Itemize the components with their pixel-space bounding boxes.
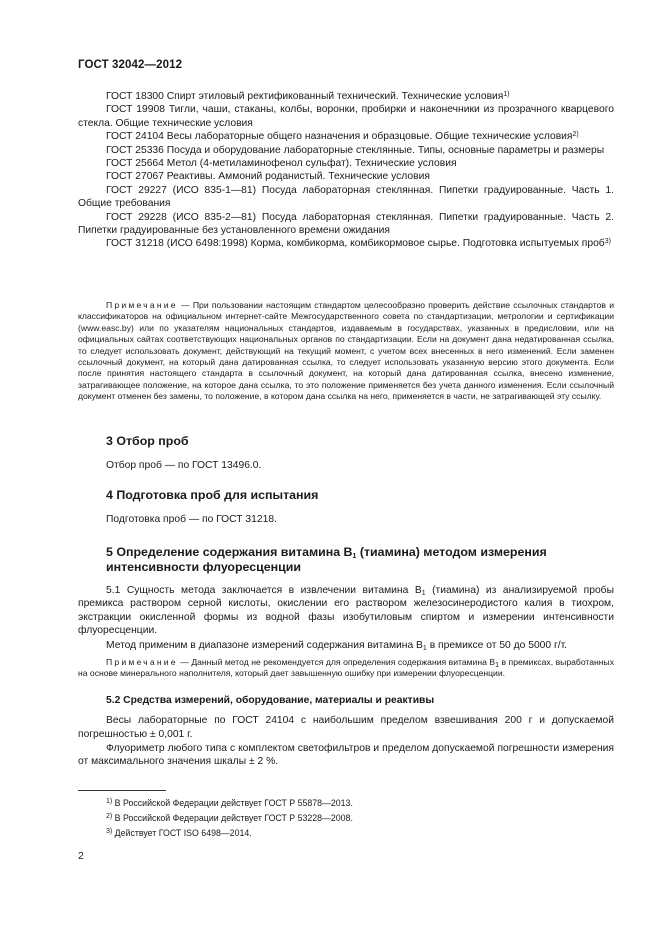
section-5-2-scales: Весы лабораторные по ГОСТ 24104 с наибольшим пределом взвешивания 200 г и допускаемой погрешностью ± 0,001 г. bbox=[78, 715, 614, 740]
section-4-title: 4 Подготовка проб для испытания bbox=[106, 488, 319, 502]
note-paragraph: Примечание — При пользовании настоящим стандартом целесообразно проверить действие ссылочных стандартов и классификаторов на официальном интернет-сайте Межгосударственного совета по стандартизации, метрологии и сертификации (www.easc.by) или по указателям национальных стандартов, издаваемым в государствах, указанных в предисловии, или на официальных сайтах соответствующих национальных органов по стандартизации. Если на документ дана недатированная ссылка, то следует использовать документ, действующий на текущий момент, с учетом всех внесенных в него изменений. Если заменен ссылочный документ, на который дана датированная ссылка, то следует использовать указанную версию этого документа. Если после принятия настоящего стандарта в ссылочный документ, на который дана датированная ссылка, внесено изменение, затрагивающее положение, на которое дана ссылка, то это положение применяется без учета данного изменения. Если ссылочный документ отменен без замены, то положение, в котором дана ссылка на него, применяется в части, не затрагивающей эту ссылку. bbox=[78, 300, 614, 402]
ref-item: ГОСТ 29228 (ИСО 835-2—81) Посуда лабораторная стеклянная. Пипетки градуированные. Часть 2. Пипетки градуированные без установленного времени ожидания bbox=[78, 211, 614, 237]
section-4-text: Подготовка проб — по ГОСТ 31218. bbox=[106, 514, 277, 525]
section-4 bbox=[78, 488, 614, 526]
footnote-divider bbox=[78, 790, 166, 791]
section-5-1-range: Метод применим в диапазоне измерений содержания витамина $B_1$ в премиксе от 50 до 5000 г/т. bbox=[106, 639, 568, 652]
references-note bbox=[78, 300, 614, 403]
ref-item: ГОСТ 31218 (ИСО 6498:1998) Корма, комбикорма, комбикормовое сырье. Подготовка испытуемых проб$^{3)}$ bbox=[106, 238, 611, 250]
footnote-2: $^{2)}$ В Российской Федерации действует ГОСТ Р 53228—2008. bbox=[106, 813, 353, 823]
ref-item: ГОСТ 25664 Метол (4-метиламинофенол сульфат). Технические условия bbox=[106, 158, 457, 170]
ref-item: ГОСТ 25336 Посуда и оборудование лабораторные стеклянные. Типы, основные параметры и размеры bbox=[106, 144, 605, 156]
section-3-text: Отбор проб — по ГОСТ 13496.0. bbox=[106, 460, 262, 471]
note-label: Примечание bbox=[106, 657, 178, 668]
section-5 bbox=[78, 545, 614, 769]
section-3-title: 3 Отбор проб bbox=[106, 434, 189, 448]
footnote-1: $^{1)}$ В Российской Федерации действует ГОСТ Р 55878—2013. bbox=[106, 798, 353, 808]
page-number: 2 bbox=[78, 850, 84, 862]
section-5-note: Примечание — Данный метод не рекомендуется для определения содержания витамина $B_1$ в премиксах, выработанных на основе минерального наполнителя, который дает завышенную ошибку при измерении флуоресценции. bbox=[78, 657, 614, 679]
section-5-2-fluorimeter: Флуориметр любого типа с комплектом светофильтров и пределом допускаемой погрешности измерения от максимального значения шкалы ± 2 %. bbox=[78, 743, 614, 768]
section-3 bbox=[78, 434, 614, 472]
ref-item: ГОСТ 24104 Весы лабораторные общего назначения и образцовые. Общие технические условия$^{2)}$ bbox=[106, 131, 579, 143]
footnote-3: $^{3)}$ Действует ГОСТ ISO 6498—2014. bbox=[106, 828, 252, 838]
note-label: Примечание bbox=[106, 300, 178, 310]
section-5-title: 5 Определение содержания витамина $B_1$ (тиамина) методом измерения интенсивности флуоресценции bbox=[106, 545, 547, 574]
ref-item: ГОСТ 27067 Реактивы. Аммоний роданистый. Технические условия bbox=[106, 171, 430, 183]
header-standard-number: ГОСТ 32042—2012 bbox=[78, 59, 183, 71]
ref-item: ГОСТ 29227 (ИСО 835-1—81) Посуда лабораторная стеклянная. Пипетки градуированные. Часть 1. Общие требования bbox=[78, 184, 614, 210]
references-list bbox=[78, 90, 614, 251]
ref-item: ГОСТ 18300 Спирт этиловый ректификованный технический. Технические условия$^{1)}$ bbox=[106, 91, 510, 102]
ref-item: ГОСТ 19908 Тигли, чаши, стаканы, колбы, воронки, пробирки и наконечники из прозрачного кварцевого стекла. Общие технические условия bbox=[78, 104, 614, 129]
section-5-1-text: 5.1 Сущность метода заключается в извлечении витамина $B_1$ (тиамина) из анализируемой пробы премикса раствором серной кислоты, окислении его раствором железосинеродистого калия в тиохром, экстракции окисленной формы из водной фазы изобутиловым спиртом и измерении интенсивности флуоресценции. bbox=[78, 585, 614, 637]
section-5-2-title: 5.2 Средства измерений, оборудование, материалы и реактивы bbox=[106, 694, 435, 706]
